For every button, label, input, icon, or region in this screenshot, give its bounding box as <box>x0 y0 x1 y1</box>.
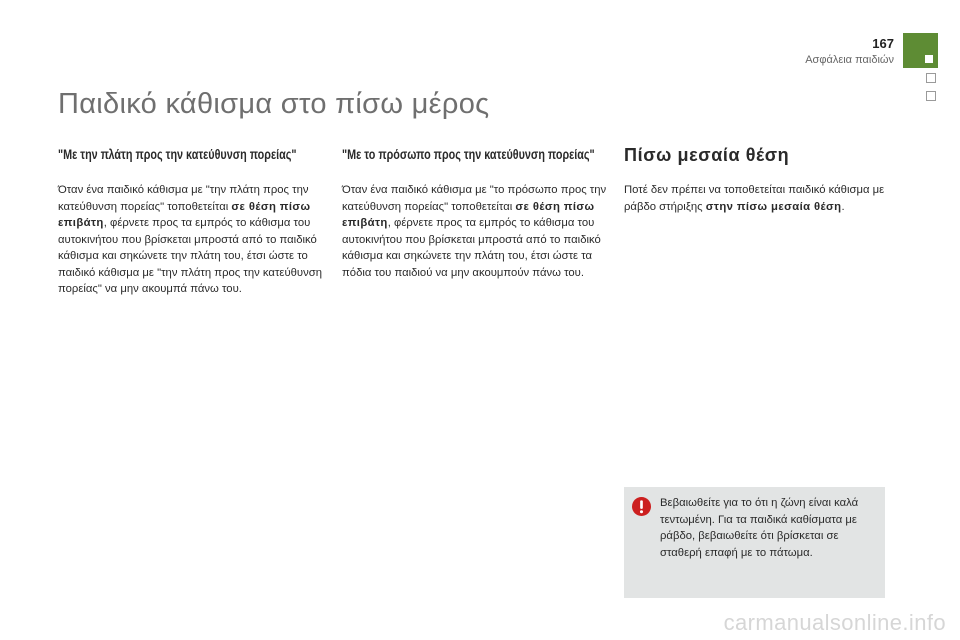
page-number: 167 <box>872 36 894 51</box>
section-label: Ασφάλεια παιδιών <box>805 54 894 66</box>
exclamation-warning-icon <box>632 497 651 516</box>
warning-box <box>624 487 885 598</box>
column-text: Όταν ένα παιδικό κάθισμα με "την πλάτη προς την κατεύθυνση πορείας" τοποθετείται σε θέση πίσω επιβάτη, φέρνετε προς τα εμπρός το κάθισμα του αυτοκινήτου που βρίσκεται μπροστά από το παιδικό κάθισμα και σηκώνετε την πλάτη του, έτσι ώστε το παιδικό κάθισμα με "την πλάτη προς την κατεύθυνση πορείας" να μην ακουμπά πάνω του. <box>58 184 323 295</box>
column-forward-facing <box>342 145 607 281</box>
column-rear-facing <box>58 145 323 298</box>
section-tab[interactable] <box>926 91 936 101</box>
page-title: Παιδικό κάθισμα στο πίσω μέρος <box>58 88 490 120</box>
column-text: Όταν ένα παιδικό κάθισμα με "το πρόσωπο προς την κατεύθυνση πορείας" τοποθετείται σε θέση πίσω επιβάτη, φέρνετε προς τα εμπρός το κάθισμα του αυτοκινήτου που βρίσκεται μπροστά από το παιδικό κάθισμα και σηκώνετε την πλάτη του, έτσι ώστε τα πόδια του παιδιού να μην ακουμπούν πάνω του. <box>342 184 607 279</box>
column-heading: "Με την πλάτη προς την κατεύθυνση πορείας" <box>58 147 297 162</box>
watermark: carmanualsonline.info <box>723 610 946 635</box>
column-heading: "Με το πρόσωπο προς την κατεύθυνση πορείας" <box>342 147 595 162</box>
column-heading: Πίσω μεσαία θέση <box>624 145 790 165</box>
section-tab-active[interactable] <box>903 33 938 68</box>
warning-text: Βεβαιωθείτε για το ότι η ζώνη είναι καλά τεντωμένη. Για τα παιδικά καθίσματα με ράβδο, βεβαιωθείτε ότι βρίσκεται σε σταθερή επαφή με το πάτωμα. <box>660 497 859 559</box>
section-tab[interactable] <box>926 73 936 83</box>
column-rear-middle <box>624 145 894 215</box>
column-text: Ποτέ δεν πρέπει να τοποθετείται παιδικό κάθισμα με ράβδο στήριξης στην πίσω μεσαία θέση. <box>624 184 885 213</box>
